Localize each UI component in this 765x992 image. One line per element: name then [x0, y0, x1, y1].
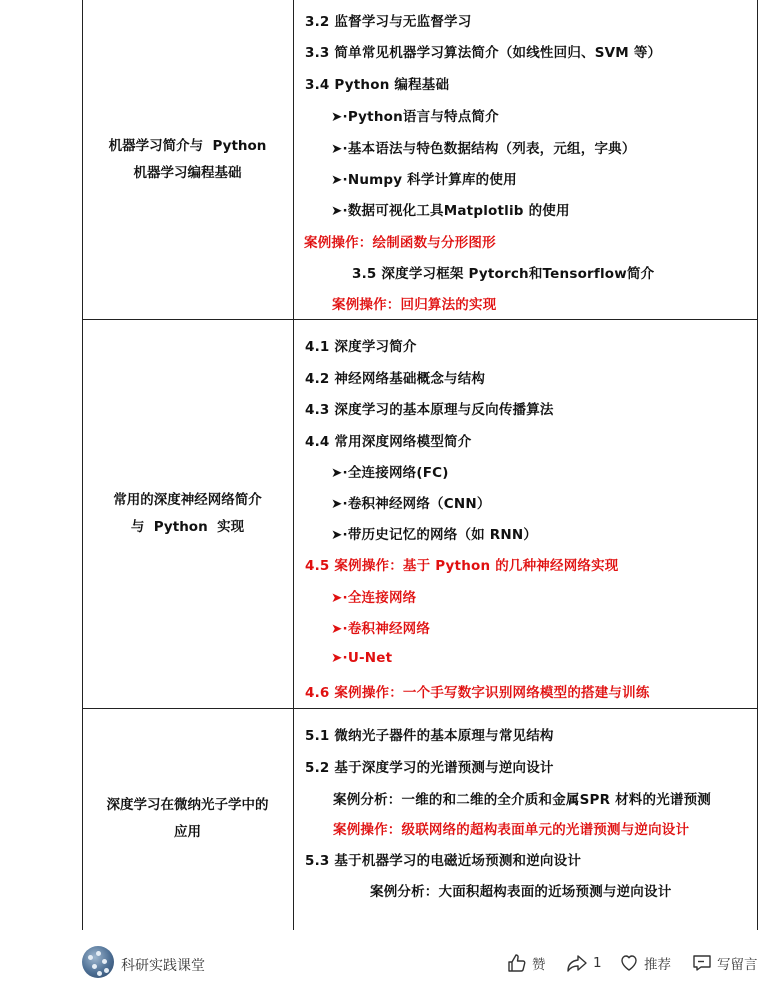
row-title-line: 与 Python 实现: [130, 518, 245, 535]
case-analysis-item: 案例分析：大面积超构表面的近场预测与逆向设计: [370, 884, 672, 900]
outline-item: 3.2 监督学习与无监督学习: [305, 14, 472, 30]
outline-subitem: ➤·带历史记忆的网络（如 RNN）: [331, 527, 538, 543]
outline-item: 5.1 微纳光子器件的基本原理与常见结构: [305, 728, 554, 744]
recommend-button[interactable]: [619, 952, 671, 974]
outline-subitem: ➤·Numpy 科学计算库的使用: [331, 172, 517, 188]
outline-subitem: ➤·卷积神经网络（CNN）: [331, 496, 491, 512]
row-title-cell: [82, 0, 293, 319]
case-practice-item: 案例操作：绘制函数与分形图形: [304, 235, 496, 251]
row-title-line: 机器学习编程基础: [133, 164, 242, 181]
outline-item: 5.3 基于机器学习的电磁近场预测和逆向设计: [305, 853, 582, 869]
comment-icon: [692, 953, 712, 973]
table-column-divider: [293, 0, 294, 930]
course-table: [82, 0, 758, 930]
outline-subitem: ➤·Python语言与特点简介: [331, 109, 499, 125]
case-analysis-item: 案例分析：一维的和二维的全介质和金属SPR 材料的光谱预测: [333, 792, 712, 808]
case-practice-item: 4.5 案例操作：基于 Python 的几种神经网络实现: [305, 558, 619, 574]
recommend-label: 推荐: [644, 957, 671, 973]
outline-subitem: ➤·全连接网络(FC): [331, 465, 449, 481]
outline-item: 5.2 基于深度学习的光谱预测与逆向设计: [305, 760, 554, 776]
outline-item: 3.4 Python 编程基础: [305, 77, 450, 93]
case-practice-subitem: ➤·全连接网络: [331, 590, 417, 606]
like-button[interactable]: [507, 952, 546, 974]
table-border-right: [757, 0, 758, 930]
row-title-line: 应用: [174, 824, 201, 840]
row-title-line: 深度学习在微纳光子学中的: [106, 797, 269, 813]
outline-subitem: ➤·基本语法与特色数据结构（列表，元组，字典）: [331, 141, 636, 157]
share-count: 1: [593, 955, 602, 971]
outline-item: 4.1 深度学习简介: [305, 339, 417, 355]
row-title-line: 常用的深度神经网络简介: [113, 491, 262, 508]
outline-item: 4.3 深度学习的基本原理与反向传播算法: [305, 402, 554, 418]
thumbs-up-icon: [507, 953, 527, 973]
comment-label: 写留言: [717, 957, 758, 973]
outline-item: 3.5 深度学习框架 Pytorch和Tensorflow简介: [352, 266, 655, 282]
row-title-cell: [82, 319, 293, 708]
case-practice-subitem: ➤·卷积神经网络: [331, 621, 431, 637]
comment-button[interactable]: [692, 952, 758, 974]
outline-item: 4.4 常用深度网络模型简介: [305, 434, 472, 450]
share-arrow-icon: [566, 953, 588, 973]
case-practice-item: 4.6 案例操作：一个手写数字识别网络模型的搭建与训练: [305, 685, 650, 701]
outline-subitem: ➤·数据可视化工具Matplotlib 的使用: [331, 203, 570, 219]
row-title-line: 机器学习简介与 Python: [108, 137, 267, 154]
heart-icon: [619, 953, 639, 973]
share-button[interactable]: [566, 952, 602, 974]
author-avatar[interactable]: [82, 946, 114, 978]
outline-item: 3.3 简单常见机器学习算法简介（如线性回归、SVM 等）: [305, 45, 662, 61]
like-label: 赞: [532, 957, 546, 973]
row-title-cell: [82, 708, 293, 930]
author-name[interactable]: 科研实践课堂: [121, 958, 205, 974]
outline-item: 4.2 神经网络基础概念与结构: [305, 371, 486, 387]
case-practice-item: 案例操作：回归算法的实现: [332, 297, 497, 313]
case-practice-item: 案例操作：级联网络的超构表面单元的光谱预测与逆向设计: [333, 822, 690, 838]
case-practice-subitem: ➤·U-Net: [331, 650, 393, 666]
